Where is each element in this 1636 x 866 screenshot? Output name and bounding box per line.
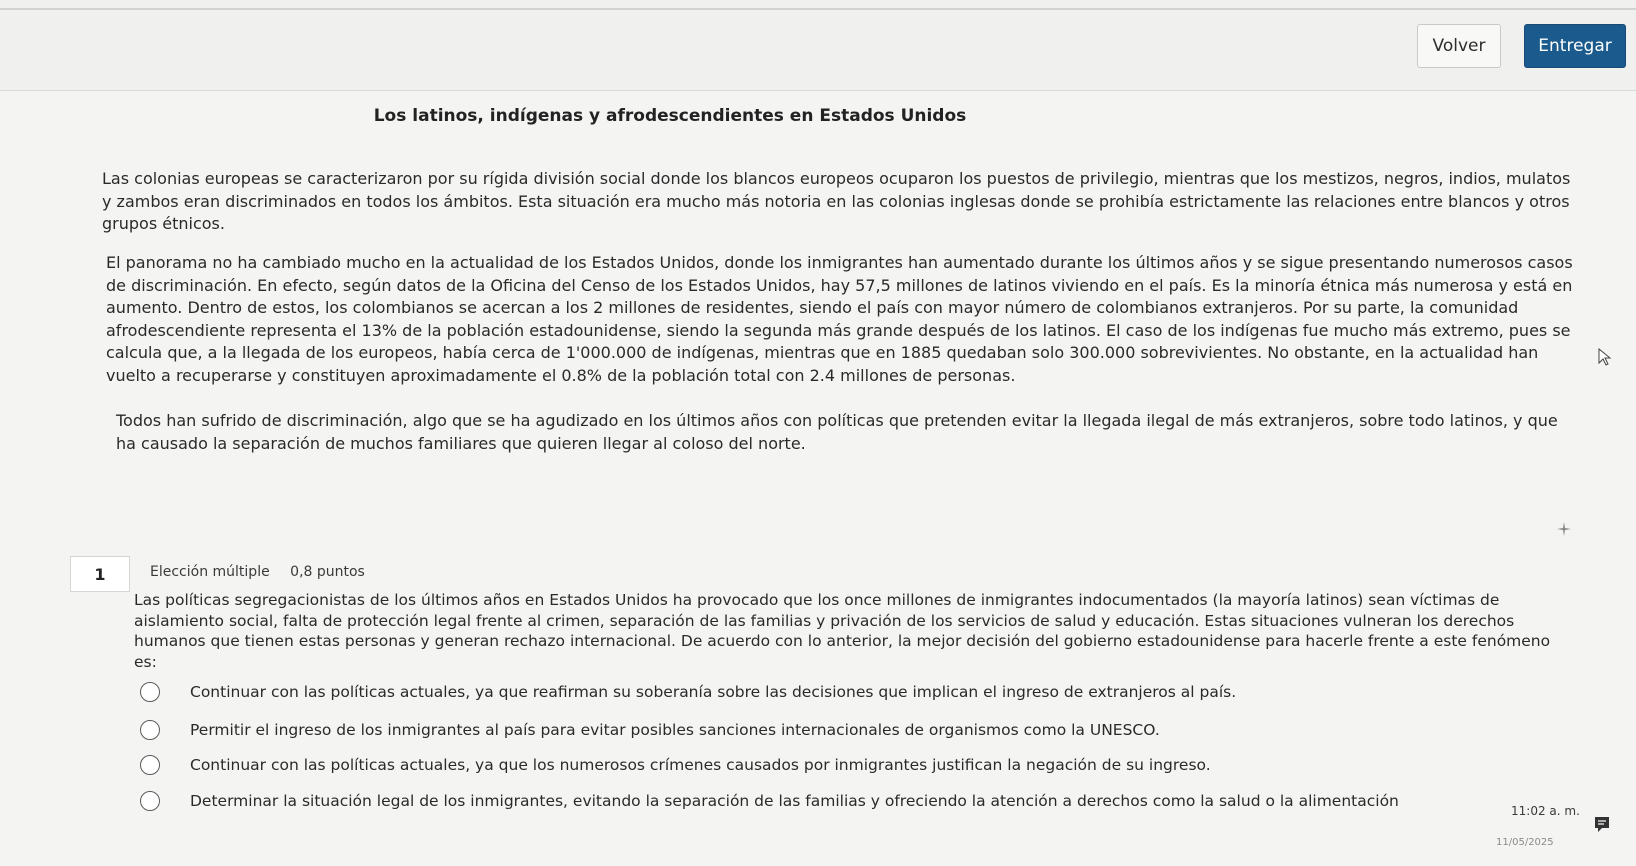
top-divider xyxy=(0,8,1636,10)
answer-option-4[interactable] xyxy=(140,791,1399,811)
volver-button[interactable]: Volver xyxy=(1417,24,1501,68)
radio-button[interactable] xyxy=(140,720,160,740)
reading-paragraph-3: Todos han sufrido de discriminación, algo que se ha agudizado en los últimos años con políticas que pretenden evitar la llegada ilegal de más extranjeros, sobre todo latinos, y que ha causado la separación de muchos familiares que quieren llegar al coloso del norte. xyxy=(116,411,1558,453)
option-label: Permitir el ingreso de los inmigrantes al país para evitar posibles sanciones internacionales de organismos como la UNESCO. xyxy=(190,721,1160,739)
option-label: Continuar con las políticas actuales, ya que reafirman su soberanía sobre las decisiones que implican el ingreso de extranjeros al país. xyxy=(190,683,1237,701)
reading-paragraph-2: El panorama no ha cambiado mucho en la actualidad de los Estados Unidos, donde los inmigrantes han aumentado durante los últimos años y se sigue presentando numerosos casos de discriminación. En efecto, según datos de la Oficina del Censo de los Estados Unidos, hay 57,5 millones de latinos viviendo en el país. Es la minoría étnica más numerosa y está en aumento. Dentro de estos, los colombianos se acercan a los 2 millones de residentes, siendo el país con mayor número de colombianos extranjeros. Por su parte, la comunidad afrodescendiente representa el 13% de la población estadounidense, siendo la segunda más grande después de los latinos. El caso de los indígenas fue mucho más extremo, pues se calcula que, a la llegada de los europeos, había cerca de 1'000.000 de indígenas, mientras que en 1885 quedaban solo 300.000 sobrevivientes. No obstante, en la actualidad han vuelto a recuperarse y constituyen aproximadamente el 0.8% de la población total con 2.4 millones de personas. xyxy=(106,253,1573,385)
reading-title: Los latinos, indígenas y afrodescendientes en Estados Unidos xyxy=(373,106,967,126)
entregar-button[interactable]: Entregar xyxy=(1524,24,1626,68)
radio-button[interactable] xyxy=(140,755,160,775)
question-meta xyxy=(150,564,381,580)
system-clock[interactable]: 11:02 a. m. xyxy=(1511,804,1580,818)
system-date[interactable]: 11/05/2025 xyxy=(1496,837,1554,848)
option-label: Continuar con las políticas actuales, ya que los numerosos crímenes causados por inmigrantes justifican la negación de su ingreso. xyxy=(190,756,1211,774)
sparkle-icon xyxy=(1557,522,1571,536)
notification-icon[interactable] xyxy=(1592,814,1612,834)
question-text: Las políticas segregacionistas de los últimos años en Estados Unidos ha provocado que los once millones de inmigrantes indocumentados (la mayoría latinos) sean víctimas de aislamiento social, falta de protección legal frente al crimen, separación de las familias y privación de los servicios de salud y educación. Estas situaciones vulneran los derechos humanos que tienen estas personas y generan rechazo internacional. De acuerdo con lo anterior, la mejor decisión del gobierno estadounidense para hacerle frente a este fenómeno es: xyxy=(134,591,1551,671)
answer-option-2[interactable] xyxy=(140,720,1160,740)
mouse-cursor-icon xyxy=(1598,348,1612,366)
answer-option-3[interactable] xyxy=(140,755,1211,775)
radio-button[interactable] xyxy=(140,682,160,702)
radio-button[interactable] xyxy=(140,791,160,811)
reading-paragraph-1: Las colonias europeas se caracterizaron por su rígida división social donde los blancos europeos ocuparon los puestos de privilegio, mientras que los mestizos, negros, indios, mulatos y zambos eran discriminados en todos los ámbitos. Esta situación era mucho más notoria en las colonias inglesas donde se prohibía estrictamente las relaciones entre blancos y otros grupos étnicos. xyxy=(102,169,1571,233)
quiz-content xyxy=(0,92,1636,866)
question-type: Elección múltiple xyxy=(150,564,270,580)
option-label: Determinar la situación legal de los inmigrantes, evitando la separación de las familias y ofreciendo la atención a derechos como la salud o la alimentación xyxy=(190,792,1399,810)
question-number: 1 xyxy=(70,556,130,592)
top-toolbar xyxy=(0,0,1636,91)
question-points: 0,8 puntos xyxy=(290,564,365,580)
answer-option-1[interactable] xyxy=(140,682,1236,702)
